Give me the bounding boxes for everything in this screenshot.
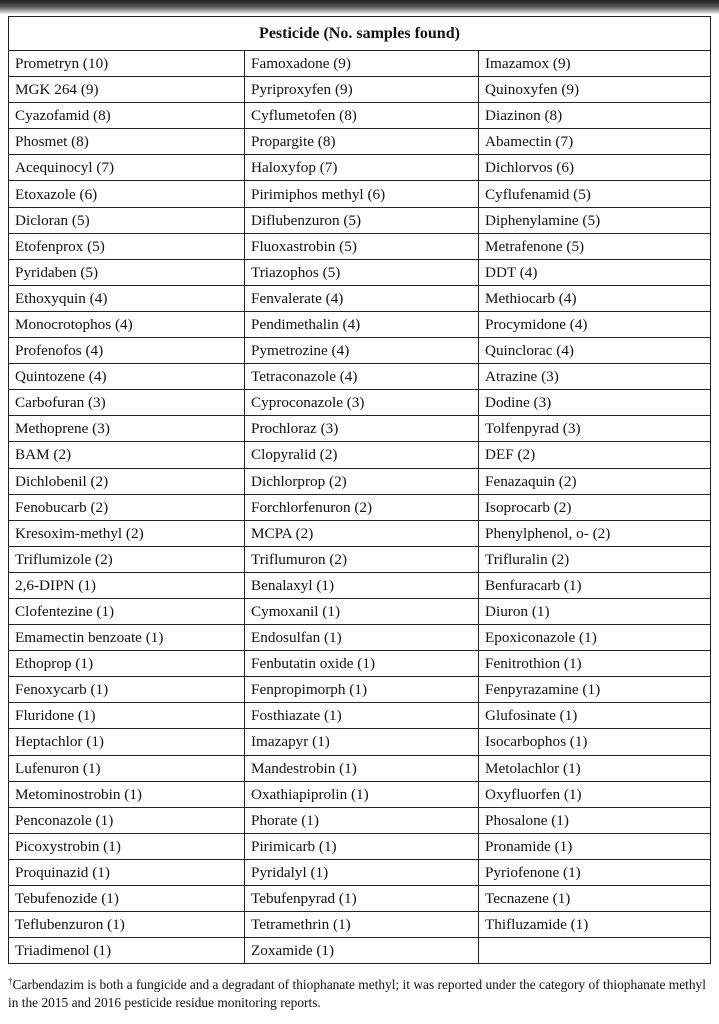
table-row (9, 625, 711, 651)
table-cell: Heptachlor (1) (9, 729, 245, 755)
table-cell: Procymidone (4) (479, 311, 711, 337)
table-cell: Imazapyr (1) (245, 729, 479, 755)
footnote-marker: † (8, 976, 13, 986)
table-cell: Cyazofamid (8) (9, 103, 245, 129)
table-header-row (9, 17, 711, 51)
table-cell: Lufenuron (1) (9, 755, 245, 781)
table-row (9, 311, 711, 337)
table-cell: Carbofuran (3) (9, 390, 245, 416)
table-row (9, 259, 711, 285)
table-cell: Prometryn (10) (9, 51, 245, 77)
table-row (9, 729, 711, 755)
table-cell: DDT (4) (479, 259, 711, 285)
table-row (9, 390, 711, 416)
table-cell: Triazophos (5) (245, 259, 479, 285)
table-cell: Mandestrobin (1) (245, 755, 479, 781)
table-cell: Dodine (3) (479, 390, 711, 416)
table-cell: MGK 264 (9) (9, 77, 245, 103)
table-cell: Dichlorprop (2) (245, 468, 479, 494)
table-cell: Diazinon (8) (479, 103, 711, 129)
footnote-text: Carbendazim is both a fungicide and a degradant of thiophanate methyl; it was reported under the category of thiophanate methyl in the 2015 and 2016 pesticide residue monitoring reports. (8, 977, 706, 1010)
table-row (9, 233, 711, 259)
table-cell: Methiocarb (4) (479, 285, 711, 311)
table-cell: Methoprene (3) (9, 416, 245, 442)
table-cell: Metrafenone (5) (479, 233, 711, 259)
table-row (9, 155, 711, 181)
table-cell: Metolachlor (1) (479, 755, 711, 781)
table-row (9, 677, 711, 703)
table-row (9, 807, 711, 833)
table-cell: Propargite (8) (245, 129, 479, 155)
table-cell: Emamectin benzoate (1) (9, 625, 245, 651)
table-cell: Cyflufenamid (5) (479, 181, 711, 207)
table-cell: Fenazaquin (2) (479, 468, 711, 494)
footnote (8, 976, 712, 1012)
table-cell: Etofenprox (5) (9, 233, 245, 259)
table-cell: Tolfenpyrad (3) (479, 416, 711, 442)
table-row (9, 103, 711, 129)
table-cell: Benalaxyl (1) (245, 572, 479, 598)
table-cell: Quinclorac (4) (479, 338, 711, 364)
table-cell: Endosulfan (1) (245, 625, 479, 651)
table-cell: Abamectin (7) (479, 129, 711, 155)
table-row (9, 886, 711, 912)
table-cell: Haloxyfop (7) (245, 155, 479, 181)
pesticide-table-container (8, 16, 710, 964)
pesticide-table (8, 16, 711, 964)
table-row (9, 703, 711, 729)
table-cell: Fosthiazate (1) (245, 703, 479, 729)
table-cell: Fenpyrazamine (1) (479, 677, 711, 703)
table-cell: Dichlorvos (6) (479, 155, 711, 181)
table-row (9, 546, 711, 572)
table-cell: Phosalone (1) (479, 807, 711, 833)
table-cell: Zoxamide (1) (245, 938, 479, 964)
table-cell: Etoxazole (6) (9, 181, 245, 207)
table-cell: BAM (2) (9, 442, 245, 468)
table-cell: Phosmet (8) (9, 129, 245, 155)
table-cell: Fenoxycarb (1) (9, 677, 245, 703)
table-cell: Profenofos (4) (9, 338, 245, 364)
table-cell: Ethoprop (1) (9, 651, 245, 677)
table-cell: Clopyralid (2) (245, 442, 479, 468)
table-cell: Teflubenzuron (1) (9, 912, 245, 938)
table-cell: Monocrotophos (4) (9, 311, 245, 337)
table-cell: Metominostrobin (1) (9, 781, 245, 807)
top-edge-shadow (0, 0, 719, 14)
table-cell: Forchlorfenuron (2) (245, 494, 479, 520)
table-cell: Fenitrothion (1) (479, 651, 711, 677)
table-cell: Oxathiapiprolin (1) (245, 781, 479, 807)
table-cell: Epoxiconazole (1) (479, 625, 711, 651)
table-header: Pesticide (No. samples found) (9, 17, 711, 51)
table-cell: Phenylphenol, o- (2) (479, 520, 711, 546)
table-row (9, 364, 711, 390)
table-cell: Fluridone (1) (9, 703, 245, 729)
table-cell: Famoxadone (9) (245, 51, 479, 77)
table-row (9, 338, 711, 364)
table-cell: Proquinazid (1) (9, 859, 245, 885)
table-row (9, 912, 711, 938)
table-cell: Prochloraz (3) (245, 416, 479, 442)
table-cell: Trifluralin (2) (479, 546, 711, 572)
table-cell: Penconazole (1) (9, 807, 245, 833)
table-cell: Picoxystrobin (1) (9, 833, 245, 859)
table-cell (479, 938, 711, 964)
table-row (9, 207, 711, 233)
table-cell: Triadimenol (1) (9, 938, 245, 964)
table-cell: Dichlobenil (2) (9, 468, 245, 494)
table-cell: Pyriofenone (1) (479, 859, 711, 885)
table-cell: Triflumizole (2) (9, 546, 245, 572)
table-cell: Fenpropimorph (1) (245, 677, 479, 703)
table-cell: Tecnazene (1) (479, 886, 711, 912)
table-cell: Quintozene (4) (9, 364, 245, 390)
table-row (9, 598, 711, 624)
table-body (9, 51, 711, 964)
table-cell: Diphenylamine (5) (479, 207, 711, 233)
table-row (9, 572, 711, 598)
table-row (9, 520, 711, 546)
table-row (9, 938, 711, 964)
table-cell: Atrazine (3) (479, 364, 711, 390)
table-cell: Quinoxyfen (9) (479, 77, 711, 103)
table-cell: Fenobucarb (2) (9, 494, 245, 520)
table-row (9, 416, 711, 442)
table-cell: Pendimethalin (4) (245, 311, 479, 337)
table-cell: DEF (2) (479, 442, 711, 468)
table-cell: Cyproconazole (3) (245, 390, 479, 416)
table-row (9, 442, 711, 468)
table-cell: 2,6-DIPN (1) (9, 572, 245, 598)
table-cell: Pymetrozine (4) (245, 338, 479, 364)
table-cell: Tetraconazole (4) (245, 364, 479, 390)
table-cell: Cymoxanil (1) (245, 598, 479, 624)
table-cell: Oxyfluorfen (1) (479, 781, 711, 807)
table-cell: Tebufenpyrad (1) (245, 886, 479, 912)
table-row (9, 129, 711, 155)
table-cell: Fenbutatin oxide (1) (245, 651, 479, 677)
table-cell: Pirimiphos methyl (6) (245, 181, 479, 207)
table-cell: Pyridalyl (1) (245, 859, 479, 885)
table-cell: Phorate (1) (245, 807, 479, 833)
table-row (9, 651, 711, 677)
table-cell: Clofentezine (1) (9, 598, 245, 624)
table-cell: Ethoxyquin (4) (9, 285, 245, 311)
table-cell: Isoprocarb (2) (479, 494, 711, 520)
table-cell: Diuron (1) (479, 598, 711, 624)
table-cell: Tetramethrin (1) (245, 912, 479, 938)
table-cell: Acequinocyl (7) (9, 155, 245, 181)
table-row (9, 181, 711, 207)
table-cell: Kresoxim-methyl (2) (9, 520, 245, 546)
table-cell: Tebufenozide (1) (9, 886, 245, 912)
table-cell: Pyridaben (5) (9, 259, 245, 285)
table-cell: Imazamox (9) (479, 51, 711, 77)
table-row (9, 755, 711, 781)
table-cell: Dicloran (5) (9, 207, 245, 233)
table-row (9, 468, 711, 494)
table-row (9, 285, 711, 311)
table-cell: Fluoxastrobin (5) (245, 233, 479, 259)
table-cell: MCPA (2) (245, 520, 479, 546)
table-cell: Pirimicarb (1) (245, 833, 479, 859)
table-cell: Thifluzamide (1) (479, 912, 711, 938)
table-row (9, 494, 711, 520)
table-cell: Cyflumetofen (8) (245, 103, 479, 129)
table-cell: Diflubenzuron (5) (245, 207, 479, 233)
table-cell: Glufosinate (1) (479, 703, 711, 729)
table-cell: Pyriproxyfen (9) (245, 77, 479, 103)
table-row (9, 781, 711, 807)
table-cell: Benfuracarb (1) (479, 572, 711, 598)
table-row (9, 77, 711, 103)
table-row (9, 859, 711, 885)
table-row (9, 833, 711, 859)
table-cell: Triflumuron (2) (245, 546, 479, 572)
table-cell: Fenvalerate (4) (245, 285, 479, 311)
table-cell: Pronamide (1) (479, 833, 711, 859)
table-row (9, 51, 711, 77)
table-cell: Isocarbophos (1) (479, 729, 711, 755)
